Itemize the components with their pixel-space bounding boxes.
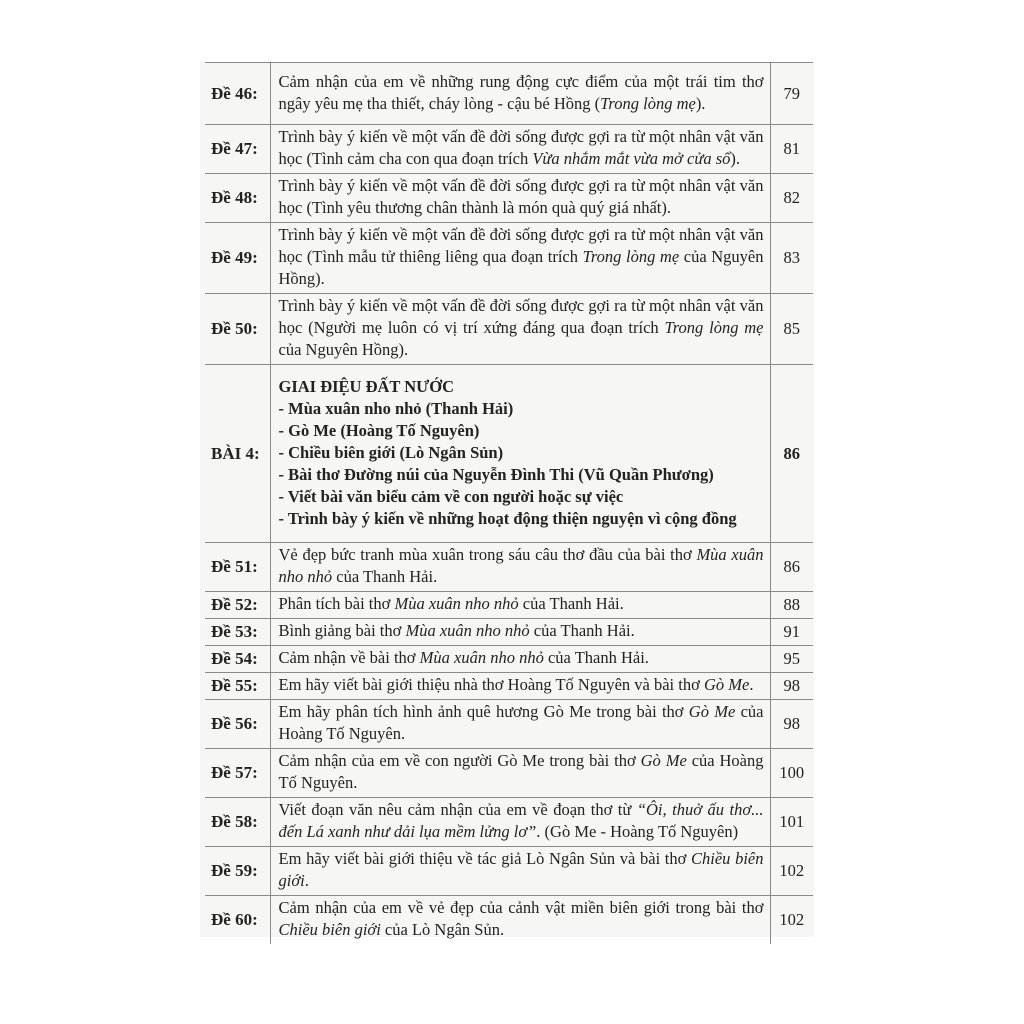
toc-row-label: Đề 52:	[205, 592, 270, 619]
toc-unit-row	[205, 365, 813, 543]
toc-row	[205, 543, 813, 592]
toc-text: ).	[695, 93, 706, 113]
toc-row-page-number: 98	[770, 700, 813, 749]
toc-row-description	[270, 700, 770, 749]
toc-row-label: Đề 47:	[205, 125, 270, 174]
toc-text-italic: Mùa xuân nho nhỏ	[419, 648, 544, 667]
toc-row-page-number: 102	[770, 847, 813, 896]
toc-row-page-number: 86	[770, 543, 813, 592]
toc-row-label: Đề 50:	[205, 294, 270, 365]
toc-text: Cảm nhận của em về vẻ đẹp của cảnh vật miền biên giới trong bài thơ	[278, 898, 764, 917]
toc-unit-item: - Viết bài văn biểu cảm về con người hoặc sự việc	[278, 486, 624, 506]
toc-text: Trình bày ý kiến về một vấn đề đời sống được gợi ra từ một nhân vật văn học (Tình mẫu tử thiêng liêng qua đoạn trích	[278, 225, 764, 266]
toc-row-description	[270, 174, 770, 223]
toc-row-page-number: 98	[770, 673, 813, 700]
toc-row	[205, 798, 813, 847]
toc-row-description	[270, 646, 770, 673]
toc-row-description	[270, 619, 770, 646]
toc-text: Em hãy viết bài giới thiệu về tác giả Lò Ngân Sủn và bài thơ	[278, 849, 692, 868]
toc-row-page-number: 79	[770, 63, 813, 125]
toc-text: .	[304, 871, 309, 890]
toc-row-description	[270, 847, 770, 896]
toc-row	[205, 223, 813, 294]
toc-unit-item: - Gò Me (Hoàng Tố Nguyên)	[278, 420, 480, 440]
toc-row	[205, 174, 813, 223]
toc-text-italic: Chiều biên giới	[278, 920, 381, 939]
table-of-contents	[205, 62, 813, 944]
toc-text-italic: Gò Me	[703, 675, 750, 694]
toc-text: Viết đoạn văn nêu cảm nhận của em về đoạn thơ từ	[278, 800, 637, 819]
toc-text-italic: Mùa xuân nho nhỏ	[405, 621, 530, 640]
toc-row-description	[270, 749, 770, 798]
toc-row	[205, 125, 813, 174]
toc-text-italic: Mùa xuân nho nhỏ	[278, 545, 764, 586]
toc-text: Bình giảng bài thơ	[278, 621, 406, 640]
toc-row-label: Đề 60:	[205, 896, 270, 945]
toc-row-description	[270, 543, 770, 592]
toc-text: Phân tích bài thơ	[278, 594, 395, 613]
toc-text: Vẻ đẹp bức tranh mùa xuân trong sáu câu thơ đầu của bài thơ	[278, 545, 697, 564]
toc-row-label: Đề 58:	[205, 798, 270, 847]
toc-text: của Hoàng Tố Nguyên.	[278, 702, 764, 743]
toc-text: Cảm nhận của em về con người Gò Me trong bài thơ	[278, 751, 641, 770]
toc-row-description	[270, 63, 770, 125]
toc-text: Em hãy phân tích hình ảnh quê hương Gò Me trong bài thơ	[278, 702, 689, 721]
toc-text: của Thanh Hải.	[518, 594, 624, 613]
toc-text: của Hoàng Tố Nguyên.	[278, 751, 764, 792]
toc-row-label: Đề 48:	[205, 174, 270, 223]
toc-row-page-number: 82	[770, 174, 813, 223]
toc-text-italic: “Ôi, thuở ấu thơ... đến Lá xanh như dải lụa mềm lửng lơ”	[278, 800, 764, 841]
toc-text-italic: Vừa nhắm mắt vừa mở cửa sổ	[532, 149, 731, 168]
toc-text: Trình bày ý kiến về một vấn đề đời sống được gợi ra từ một nhân vật văn học (Người mẹ luôn có vị trí xứng đáng qua đoạn trích	[278, 296, 764, 337]
toc-row-page-number: 101	[770, 798, 813, 847]
toc-unit-item: - Trình bày ý kiến về những hoạt động thiện nguyện vì cộng đồng	[278, 508, 737, 528]
toc-row	[205, 619, 813, 646]
toc-text: của Nguyên Hồng).	[278, 247, 764, 288]
toc-text: của Nguyên Hồng).	[278, 340, 409, 359]
toc-text-italic: Gò Me	[688, 702, 736, 721]
toc-row-page-number: 100	[770, 749, 813, 798]
toc-text: của Thanh Hải.	[543, 648, 649, 667]
toc-row-label: Đề 57:	[205, 749, 270, 798]
toc-unit-title: GIAI ĐIỆU ĐẤT NƯỚC	[278, 376, 455, 396]
toc-row-page-number: 95	[770, 646, 813, 673]
toc-row-description	[270, 125, 770, 174]
toc-text: của Thanh Hải.	[529, 621, 635, 640]
toc-row	[205, 646, 813, 673]
toc-row	[205, 592, 813, 619]
toc-text-italic: Trong lòng mẹ	[600, 93, 696, 113]
toc-text-italic: Gò Me	[640, 751, 687, 770]
toc-unit-item: - Chiều biên giới (Lò Ngân Sủn)	[278, 442, 504, 462]
toc-row	[205, 847, 813, 896]
toc-text: Em hãy viết bài giới thiệu nhà thơ Hoàng Tố Nguyên và bài thơ	[278, 675, 704, 694]
toc-row	[205, 749, 813, 798]
toc-row	[205, 700, 813, 749]
toc-unit-description	[270, 365, 770, 543]
toc-text: của Thanh Hải.	[332, 567, 438, 586]
toc-row-label: Đề 49:	[205, 223, 270, 294]
toc-row-page-number: 85	[770, 294, 813, 365]
toc-row-page-number: 81	[770, 125, 813, 174]
toc-text: ).	[730, 149, 740, 168]
toc-row-label: Đề 53:	[205, 619, 270, 646]
toc-row-page-number: 102	[770, 896, 813, 945]
toc-row	[205, 63, 813, 125]
toc-text-italic: Trong lòng mẹ	[582, 247, 680, 266]
toc-row-label: Đề 59:	[205, 847, 270, 896]
toc-row-label: Đề 56:	[205, 700, 270, 749]
toc-unit-item: - Mùa xuân nho nhỏ (Thanh Hải)	[278, 398, 514, 418]
toc-text: Cảm nhận của em về những rung động cực điểm của một trái tim thơ ngây yêu mẹ tha thiết, cháy lòng - cậu bé Hồng (	[278, 71, 764, 113]
toc-row	[205, 896, 813, 945]
toc-row-description	[270, 798, 770, 847]
toc-text: Trình bày ý kiến về một vấn đề đời sống được gợi ra từ một nhân vật văn học (Tình cảm cha con qua đoạn trích	[278, 127, 764, 168]
toc-unit-item: - Bài thơ Đường núi của Nguyễn Đình Thi (Vũ Quần Phương)	[278, 464, 714, 484]
toc-row-description	[270, 223, 770, 294]
toc-unit-label: BÀI 4:	[205, 365, 270, 543]
toc-text-italic: Mùa xuân nho nhỏ	[394, 594, 519, 613]
toc-row-description	[270, 294, 770, 365]
toc-row-page-number: 88	[770, 592, 813, 619]
toc-row-label: Đề 46:	[205, 63, 270, 125]
toc-row-page-number: 91	[770, 619, 813, 646]
toc-body	[205, 63, 813, 945]
toc-row-page-number: 83	[770, 223, 813, 294]
toc-text: . (Gò Me - Hoàng Tố Nguyên)	[536, 822, 739, 841]
toc-row	[205, 673, 813, 700]
toc-row-description	[270, 673, 770, 700]
toc-row-description	[270, 896, 770, 945]
toc-text: Cảm nhận về bài thơ	[278, 648, 420, 667]
toc-row-description	[270, 592, 770, 619]
toc-text-italic: Trong lòng mẹ	[664, 318, 764, 337]
toc-row-label: Đề 54:	[205, 646, 270, 673]
toc-row	[205, 294, 813, 365]
toc-row-label: Đề 55:	[205, 673, 270, 700]
toc-text-italic: Chiều biên giới	[278, 849, 764, 890]
toc-unit-page-number: 86	[770, 365, 813, 543]
toc-text: .	[749, 675, 754, 694]
toc-text: Trình bày ý kiến về một vấn đề đời sống được gợi ra từ một nhân vật văn học (Tình yêu thương chân thành là món quà quý giá nhất).	[278, 176, 764, 217]
toc-row-label: Đề 51:	[205, 543, 270, 592]
toc-text: của Lò Ngân Sủn.	[380, 920, 505, 939]
